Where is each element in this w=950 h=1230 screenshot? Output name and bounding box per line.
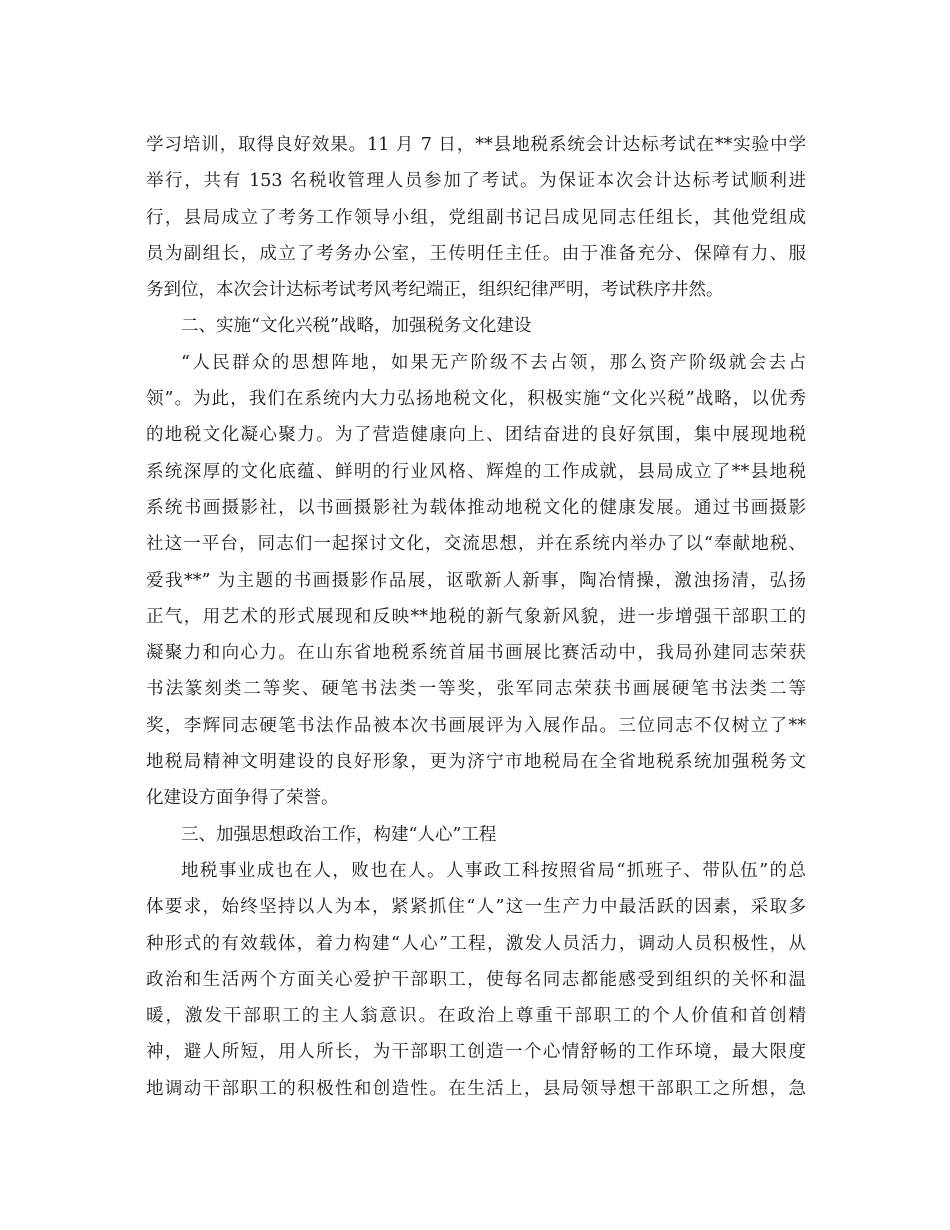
paragraph-line-indented: 地税事业成也在人，败也在人。人事政工科按照省局“抓班子、带队伍”的总 (181, 860, 806, 881)
paragraph-line: 凝聚力和向心力。在山东省地税系统首届书画展比赛活动中，我局孙建同志荣获 (146, 643, 806, 664)
paragraph-line: 体要求，始终坚持以人为本，紧紧抓住“人”这一生产力中最活跃的因素，采取多 (146, 897, 806, 918)
paragraph-line-indented: 二、实施“文化兴税”战略，加强税务文化建设 (181, 316, 532, 337)
paragraph-line: 系统深厚的文化底蕴、鲜明的行业风格、辉煌的工作成就，县局成立了**县地税 (146, 461, 806, 482)
paragraph-line: 举行，共有 153 名税收管理人员参加了考试。为保证本次会计达标考试顺利进 (146, 171, 806, 192)
paragraph-line: 地调动干部职工的积极性和创造性。在生活上，县局领导想干部职工之所想，急 (146, 1078, 806, 1099)
paragraph-line: 暖，激发干部职工的主人翁意识。在政治上尊重干部职工的个人价值和首创精 (146, 1006, 806, 1027)
paragraph-line: 书法篆刻类二等奖、硬笔书法类一等奖，张军同志荣获书画展硬笔书法类二等 (146, 679, 806, 700)
paragraph-line: 行，县局成立了考务工作领导小组，党组副书记吕成见同志任组长，其他党组成 (146, 207, 806, 228)
document-body (146, 127, 806, 1107)
paragraph-line: 社这一平台，同志们一起探讨文化，交流思想，并在系统内举办了以“奉献地税、 (146, 534, 806, 555)
paragraph-line: 爱我**” 为主题的书画摄影作品展，讴歌新人新事，陶冶情操，激浊扬清，弘扬 (146, 570, 806, 591)
paragraph-line: 奖，李辉同志硬笔书法作品被本次书画展评为入展作品。三位同志不仅树立了** (146, 715, 806, 736)
paragraph-line: 神，避人所短，用人所长，为干部职工创造一个心情舒畅的工作环境，最大限度 (146, 1042, 806, 1063)
paragraph-line: 化建设方面争得了荣誉。 (146, 788, 339, 809)
paragraph-line: 务到位，本次会计达标考试考风考纪端正，组织纪律严明，考试秩序井然。 (146, 280, 724, 301)
paragraph-line-indented: 三、加强思想政治工作，构建“人心”工程 (181, 824, 497, 845)
paragraph-line: 领”。为此，我们在系统内大力弘扬地税文化，积极实施“文化兴税”战略，以优秀 (146, 389, 806, 410)
paragraph-line: 地税局精神文明建设的良好形象，更为济宁市地税局在全省地税系统加强税务文 (146, 752, 806, 773)
paragraph-line: 种形式的有效载体，着力构建“人心”工程，激发人员活力，调动人员积极性，从 (146, 933, 806, 954)
paragraph-line: 员为副组长，成立了考务办公室，王传明任主任。由于准备充分、保障有力、服 (146, 243, 806, 264)
paragraph-line-indented: “人民群众的思想阵地，如果无产阶级不去占领，那么资产阶级就会去占 (181, 352, 806, 373)
paragraph-line: 政治和生活两个方面关心爱护干部职工，使每名同志都能感受到组织的关怀和温 (146, 969, 806, 990)
paragraph-line: 学习培训，取得良好效果。11 月 7 日，**县地税系统会计达标考试在**实验中学 (146, 135, 806, 155)
paragraph-line: 的地税文化凝心聚力。为了营造健康向上、团结奋进的良好氛围，集中展现地税 (146, 425, 806, 446)
paragraph-line: 系统书画摄影社，以书画摄影社为载体推动地税文化的健康发展。通过书画摄影 (146, 497, 806, 518)
paragraph-line: 正气，用艺术的形式展现和反映**地税的新气象新风貌，进一步增强干部职工的 (146, 606, 806, 627)
